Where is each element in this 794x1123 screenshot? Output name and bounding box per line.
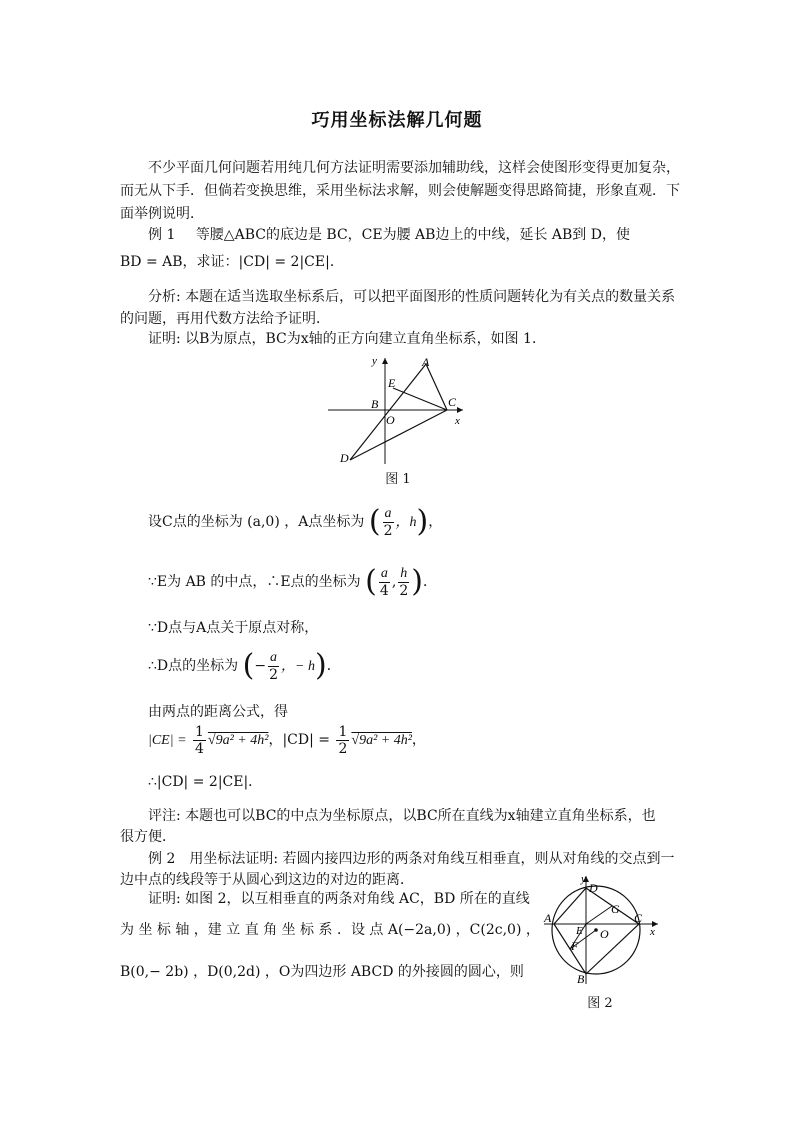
frac-num: 1 [338,723,348,740]
example2-line-2: 边中点的线段等于从圆心到这边的对边的距离． [120,872,414,888]
frac-den: 4 [195,740,204,757]
fig1-label-y: y [372,355,377,367]
fig1-label-E: E [388,376,396,390]
step-6 [148,720,426,760]
analysis-line-2: 的问题，再用代数方法给予证明． [120,311,330,327]
step-4-rest: ，− h [281,659,315,674]
step-5: 由两点的距离公式，得 [148,704,288,720]
step-2-frac-2 [398,566,409,599]
paren-right: ) [416,504,429,539]
example2-line-4: 为 坐 标 轴 ，建 立 直 角 坐 标 系 ．设 点 A(−2a,0) ，C(2c,0) ， [120,922,540,938]
comment-line-2: 很方便． [120,829,176,845]
step-6-radical-1: √9a² + 4h² [207,733,269,748]
step-2-text: ∵E为 AB 的中点，∴E点的坐标为 [148,574,361,590]
step-6-radical-2: √9a² + 4h² [351,733,412,748]
fig2-label-B: B [577,972,585,986]
step-6-cd: ，|CD| = [268,732,331,748]
analysis-line-1: 分析: 本题在适当选取坐标系后，可以把平面图形的性质问题转化为有关点的数量关系 [148,289,676,305]
frac-num: a [380,565,388,581]
fig1-label-C: C [448,395,457,409]
step-4-frac [268,650,279,683]
step-1-rest: ，h [395,515,417,530]
paren-right: ) [411,564,423,599]
intro-line-3: 面举例说明． [120,206,204,222]
frac-den: 2 [383,522,393,539]
step-2-end: ． [423,574,437,590]
fig2-label-O: O [600,927,609,941]
step-2-frac-1 [379,566,390,599]
paren-left: ( [368,504,381,539]
paren-left: ( [242,648,255,683]
frac-num: a [270,649,278,665]
step-1-text: 设C点的坐标为 (a,0) ，A点坐标为 [148,514,365,530]
example1-line-1 [148,225,630,245]
fig1-y-arrow [382,358,388,364]
fig1-label-O: O [386,413,395,427]
example2-line-1: 例 2 用坐标法证明: 若圆内接四边形的两条对角线互相垂直，则从对角线的交点到一 [148,851,675,867]
figure-2-caption: 图 2 [587,996,613,1011]
fig2-label-E: E [576,925,583,937]
step-3: ∵D点与A点关于原点对称， [148,620,319,636]
fig1-label-x: x [455,415,460,427]
example2-line-3: 证明: 如图 2，以互相垂直的两条对角线 AC，BD 所在的直线 [148,891,530,907]
example1-text-a: 等腰△ABC的底边是 BC，CE为腰 AB边上的中线，延长 AB到 D，使 [195,227,630,243]
step-6-frac-1 [193,724,206,757]
comment-line-1: 评注: 本题也可以BC的中点为坐标原点，以BC所在直线为x轴建立直角坐标系，也 [148,808,656,824]
frac-num: a [384,505,392,521]
fig2-label-D: D [589,881,598,895]
fig2-label-C: C [634,911,643,925]
fig2-label-y: y [581,873,586,885]
fig1-x-arrow [457,407,463,413]
fig1-label-D: D [340,451,349,465]
frac-num: 1 [195,723,204,740]
example2-line-5: B(0,− 2b) ，D(0,2d) ，O为四边形 ABCD 的外接圆的圆心，则 [120,964,524,980]
step-4-text: ∴D点的坐标为 [148,658,239,674]
example1-label: 例 1 [148,227,176,243]
frac-den: 2 [269,666,278,683]
fig2-label-x: x [650,926,655,938]
frac-den: 2 [338,740,348,757]
paren-right: ) [315,648,327,683]
fig2-center-dot [594,928,598,932]
step-7: ∴|CD| = 2|CE|． [148,774,263,790]
intro-line-1: 不少平面几何问题若用纯几何方法证明需要添加辅助线，这样会使图形变得更加复杂， [148,160,680,176]
fig2-label-G: G [611,902,620,916]
example1-line-2: BD = AB，求证：|CD| = 2|CE|． [120,254,344,270]
fig1-line-DC [350,410,447,460]
step-6-end: ， [411,732,426,748]
fig1-label-A: A [422,355,430,369]
step-1-end: ， [428,514,443,530]
paren-left: ( [365,564,377,599]
frac-den: 4 [379,582,389,599]
figure-1-diagram [328,352,468,470]
step-6-frac-2 [336,724,349,757]
step-2: ∵E为 AB 的中点，∴E点的坐标为 ( $\frac{a}{4}$ , $\frac{h}{2}$ )． [148,564,437,599]
fig2-label-F: F [571,939,579,953]
page-title: 巧用坐标法解几何题 [311,110,483,131]
intro-line-2: 而无从下手．但倘若变换思维，采用坐标法求解，则会使解题变得思路简捷，形象直观．下 [120,183,680,199]
frac-den: 2 [399,582,409,599]
figure-2-diagram [540,872,668,988]
fig1-label-B: B [371,397,379,411]
step-4: ∴D点的坐标为 (− $\frac{a}{2}$ ，− h)． [148,648,341,683]
step-6-ce: |CE| = [148,733,187,748]
figure-1-caption: 图 1 [385,472,411,487]
frac-num: h [400,565,408,581]
fig2-label-A: A [544,911,552,925]
fig2-line-EG [586,906,612,924]
proof1-intro: 证明: 以B为原点，BC为x轴的正方向建立直角坐标系，如图 1． [148,331,546,347]
step-4-end: ． [326,658,341,674]
step-1 [148,502,442,542]
step-1-frac [383,506,394,539]
